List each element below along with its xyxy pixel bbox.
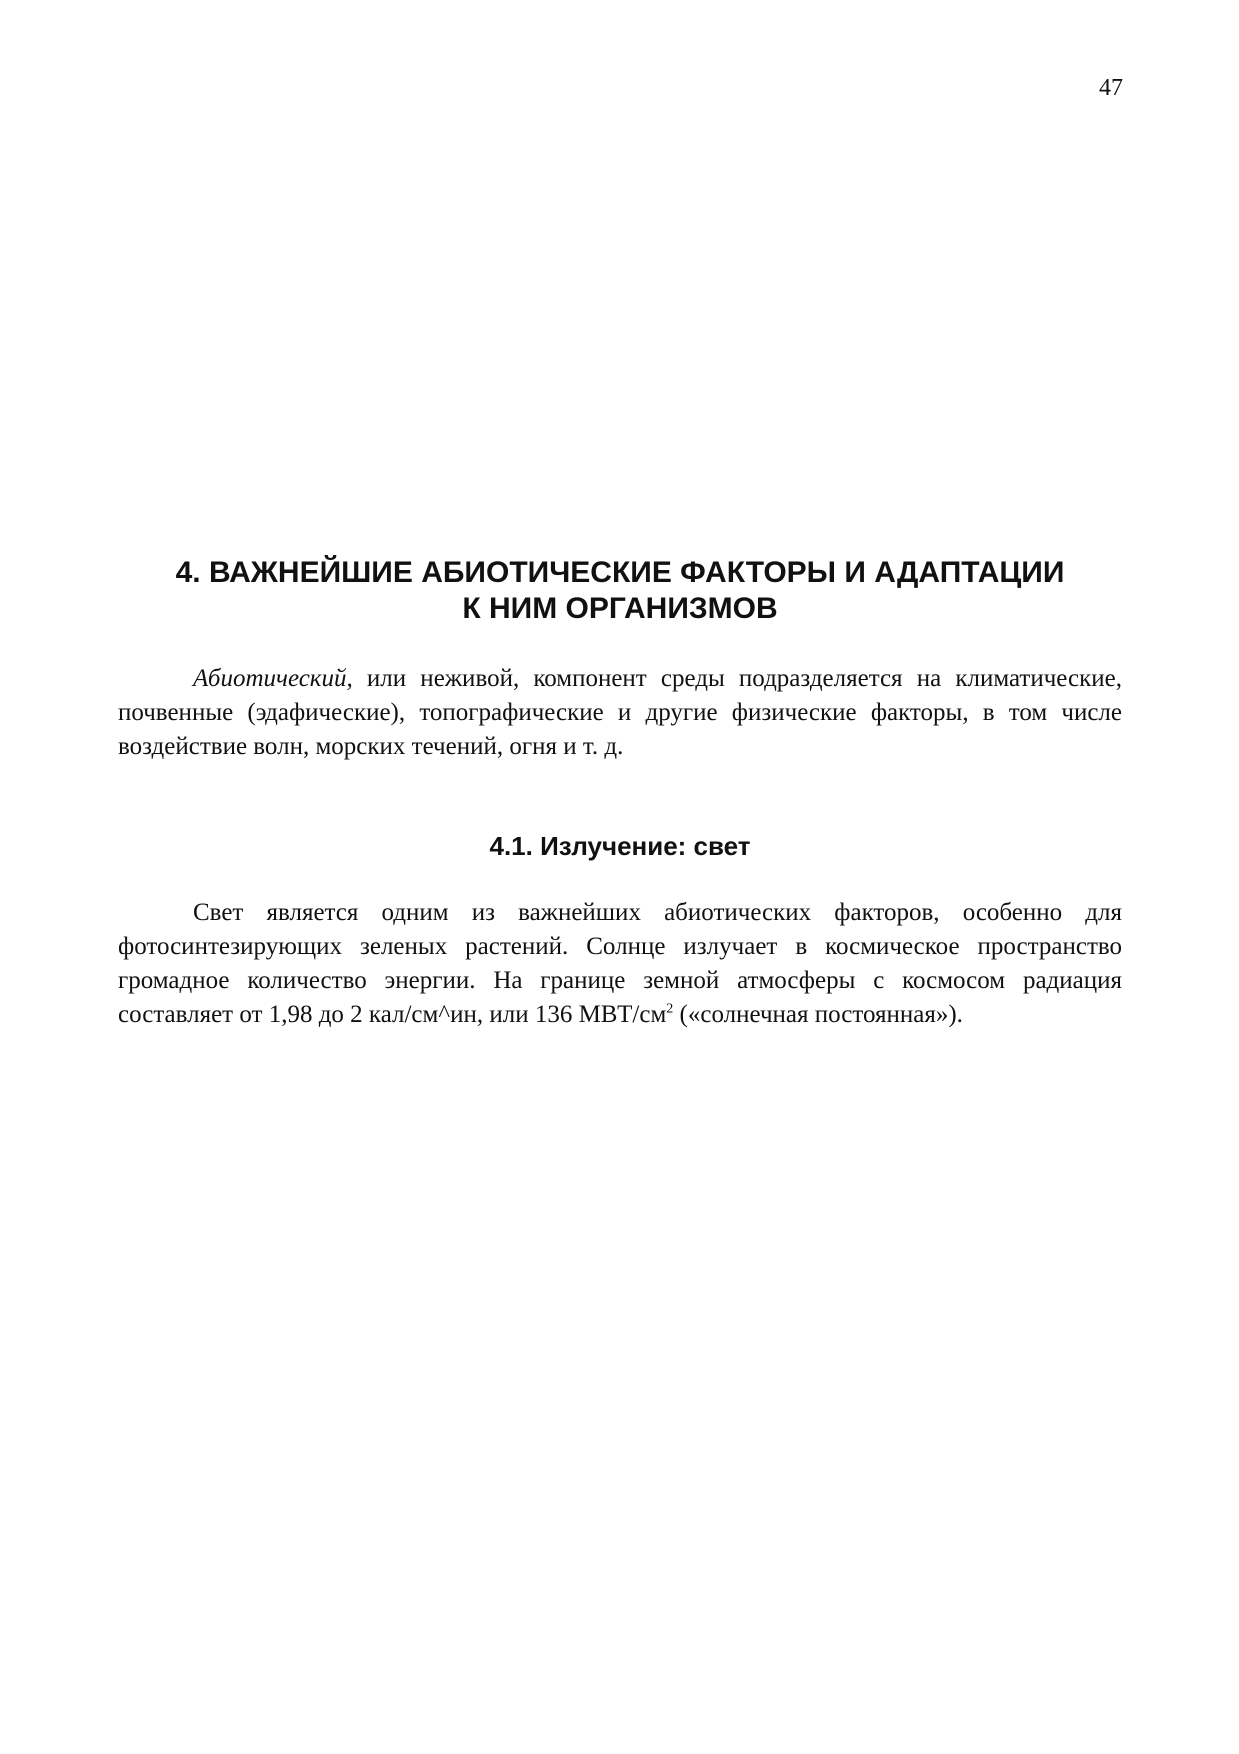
- section-title: 4.1. Излучение: свет: [489, 831, 751, 861]
- light-paragraph: [118, 896, 1122, 1032]
- light-text-main: Свет является одним из важнейших абиотических факторов, особенно для фотосинтезирующих зеленых растений. Солнце излучает в космическое пространство громадное количество энергии. На границе земной атмосферы с космосом радиация составляет от 1,98 до 2 кал/см^ин, или 136 МВТ/см: [118, 899, 1122, 1028]
- chapter-title-line-1: 4. ВАЖНЕЙШИЕ АБИОТИЧЕСКИЕ ФАКТОРЫ И АДАПТАЦИИ: [175, 556, 1065, 589]
- chapter-title: [118, 555, 1122, 627]
- light-text-end: («солнечная постоянная»).: [673, 1001, 963, 1028]
- chapter-title-line-2: К НИМ ОРГАНИЗМОВ: [462, 592, 778, 625]
- superscript-two: 2: [666, 1001, 674, 1017]
- intro-text: или неживой, компонент среды подразделяется на климатические, почвенные (эдафические), топографические и другие физические факторы, в том числе воздействие волн, морских течений, огня и т. д.: [118, 665, 1122, 760]
- intro-term: Абиотический,: [193, 665, 353, 692]
- page-number: 47: [1099, 75, 1123, 101]
- intro-paragraph: [118, 662, 1122, 764]
